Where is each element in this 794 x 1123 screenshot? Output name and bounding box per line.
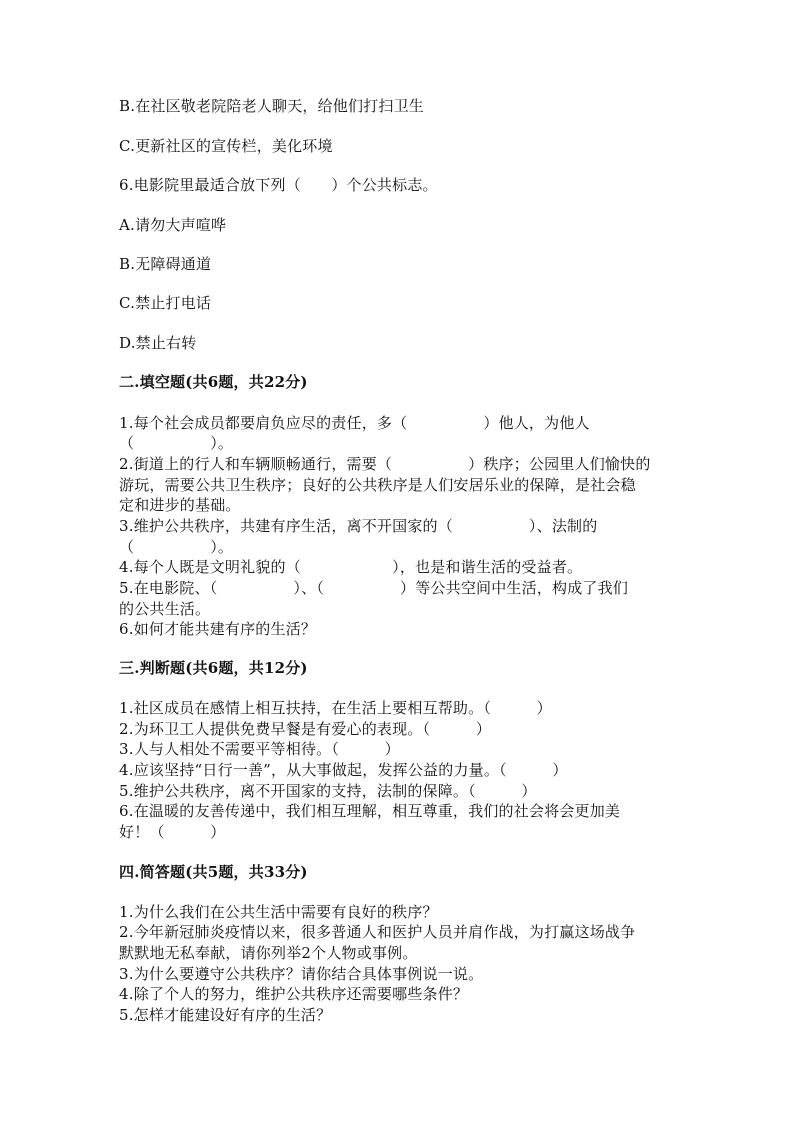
fill-in-line: 1.每个社会成员都要肩负应尽的责任，多（ ）他人，为他人 <box>119 414 590 432</box>
fill-in-line: 3.维护公共秩序，共建有序生活，离不开国家的（ ）、法制的 <box>119 517 598 535</box>
fill-in-line: 定和进步的基础。 <box>119 496 241 514</box>
section-heading-fill-in: 二.填空题(共6题，共22分) <box>119 373 308 391</box>
true-false-line: 2.为环卫工人提供免费早餐是有爱心的表现。（ ） <box>119 720 492 738</box>
fill-in-line: 5.在电影院、（ ）、（ ）等公共空间中生活，构成了我们 <box>119 579 629 597</box>
true-false-line: 3.人与人相处不需要平等相待。（ ） <box>119 740 400 758</box>
true-false-line: 6.在温暖的友善传递中，我们相互理解，相互尊重，我们的社会将会更加美 <box>119 802 621 820</box>
fill-in-line: （ ）。 <box>119 434 234 452</box>
fill-in-line: 4.每个人既是文明礼貌的（ ），也是和谐生活的受益者。 <box>119 558 583 576</box>
choice-option-a-q6: A.请勿大声喧哗 <box>119 216 227 234</box>
fill-in-line: 2.街道上的行人和车辆顺畅通行，需要（ ）秩序；公园里人们愉快的 <box>119 455 651 473</box>
fill-in-line: （ ）。 <box>119 538 234 556</box>
choice-option-c-q6: C.禁止打电话 <box>119 294 212 312</box>
choice-option-b-q5: B.在社区敬老院陪老人聊天，给他们打扫卫生 <box>119 97 424 115</box>
fill-in-line: 的公共生活。 <box>119 600 211 618</box>
section-heading-short-answer: 四.简答题(共5题，共33分) <box>119 863 308 881</box>
fill-in-line: 游玩，需要公共卫生秩序；良好的公共秩序是人们安居乐业的保障，是社会稳 <box>119 476 636 494</box>
question-6-stem: 6.电影院里最适合放下列（ ）个公共标志。 <box>119 176 438 194</box>
short-answer-line: 1.为什么我们在公共生活中需要有良好的秩序？ <box>119 903 438 921</box>
true-false-line: 1.社区成员在感情上相互扶持，在生活上要相互帮助。（ ） <box>119 699 552 717</box>
choice-option-b-q6: B.无障碍通道 <box>119 255 212 273</box>
section-heading-true-false: 三.判断题(共6题，共12分) <box>119 659 308 677</box>
fill-in-line: 6.如何才能共建有序的生活？ <box>119 620 317 638</box>
choice-option-c-q5: C.更新社区的宣传栏，美化环境 <box>119 137 333 155</box>
short-answer-line: 4.除了个人的努力，维护公共秩序还需要哪些条件？ <box>119 985 469 1003</box>
true-false-line: 5.维护公共秩序，离不开国家的支持，法制的保障。（ ） <box>119 782 537 800</box>
true-false-line: 好！（ ） <box>119 823 226 841</box>
short-answer-line: 3.为什么要遵守公共秩序？请你结合具体事例说一说。 <box>119 965 484 983</box>
short-answer-line: 5.怎样才能建设好有序的生活？ <box>119 1006 332 1024</box>
true-false-line: 4.应该坚持“日行一善”，从大事做起，发挥公益的力量。（ ） <box>119 761 568 779</box>
short-answer-line: 默默地无私奉献，请你列举2个人物或事例。 <box>119 944 418 962</box>
short-answer-line: 2.今年新冠肺炎疫情以来，很多普通人和医护人员并肩作战，为打赢这场战争 <box>119 923 636 941</box>
choice-option-d-q6: D.禁止右转 <box>119 334 197 352</box>
